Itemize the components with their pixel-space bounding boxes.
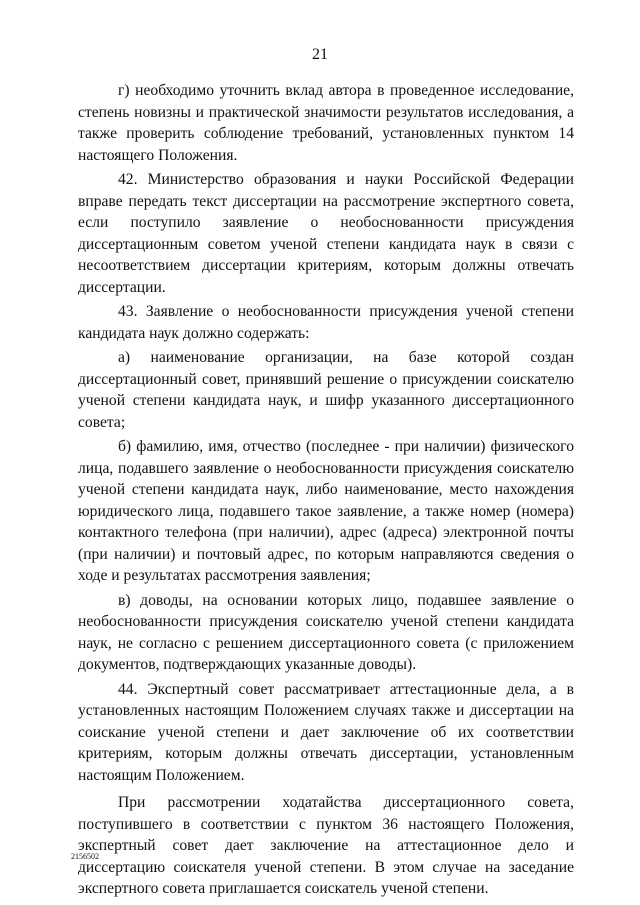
paragraph-44: 44. Экспертный совет рассматривает аттестационные дела, а в установленных настоящим Положением случаях также и диссертации на соискание ученой степени и дает заключение об их соответствии критериям, которым должны отвечать диссертации, установленным настоящим Положением.: [78, 680, 574, 784]
paragraph-42: 42. Министерство образования и науки Российской Федерации вправе передать текст диссертации на рассмотрение экспертного совета, если поступило заявление о необоснованности присуждения диссертационным советом ученой степени кандидата наук в связи с несоответствием диссертации критериям, которым должны отвечать диссертации.: [78, 171, 574, 296]
paragraph-item-g: г) необходимо уточнить вклад автора в проведенное исследование, степень новизны и практической значимости результатов исследования, а также проверить соблюдение требований, установленных пунктом 14 настоящего Положения.: [78, 82, 574, 164]
document-code: 2156502: [71, 852, 99, 861]
paragraph-item-a: а) наименование организации, на базе которой создан диссертационный совет, принявший решение о присуждении соискателю ученой степени кандидата наук, и шифр указанного диссертационного совета;: [78, 349, 574, 431]
paragraph-consideration: При рассмотрении ходатайства диссертационного совета, поступившего в соответствии с пунктом 36 настоящего Положения, экспертный совет дает заключение на аттестационное дело и диссертацию соискателя ученой степени. В этом случае на заседание экспертного совета приглашается соискатель ученой степени.: [78, 794, 574, 897]
document-body: [78, 80, 574, 900]
paragraph-43: 43. Заявление о необоснованности присуждения ученой степени кандидата наук должно содержать:: [78, 303, 574, 342]
page-number: 21: [312, 46, 328, 63]
paragraph-item-v: в) доводы, на основании которых лицо, подавшее заявление о необоснованности присуждения соискателю ученой степени кандидата наук, не согласно с решением диссертационного совета (с приложением документов, подтверждающих указанные доводы).: [78, 591, 574, 673]
paragraph-item-b: б) фамилию, имя, отчество (последнее - при наличии) физического лица, подавшего заявление о необоснованности присуждения соискателю ученой степени кандидата наук, либо наименование, место нахождения юридического лица, подавшего такое заявление, а также номер (номера) контактного телефона (при наличии), адрес (адреса) электронной почты (при наличии) и почтовый адрес, по которым направляются сведения о ходе и результатах рассмотрения заявления;: [78, 438, 574, 584]
